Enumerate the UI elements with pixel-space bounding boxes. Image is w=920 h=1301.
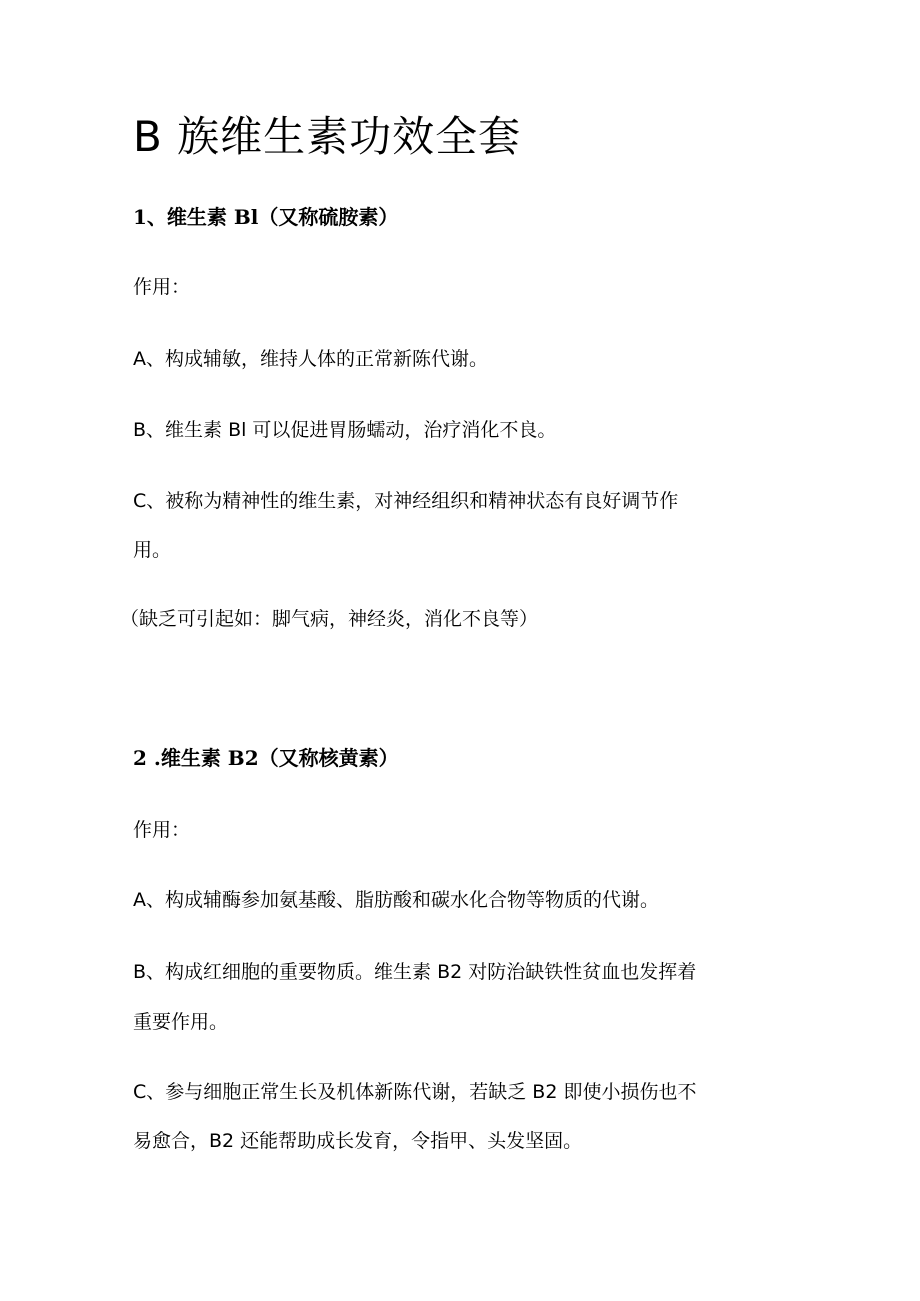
section-1-item-c-line-1: C、被称为精神性的维生素，对神经组织和精神状态有良好调节作 <box>133 490 679 512</box>
page-title: B 族维生素功效全套 <box>133 112 522 161</box>
section-1-item-c-line-2: 用。 <box>133 539 172 561</box>
section-2-item-c-line-2: 易愈合，B2 还能帮助成长发育，令指甲、头发坚固。 <box>133 1130 583 1152</box>
section-2-item-b-line-2: 重要作用。 <box>133 1011 229 1033</box>
section-2-item-b-line-1: B、构成红细胞的重要物质。维生素 B2 对防治缺铁性贫血也发挥着 <box>133 961 697 983</box>
section-1-label: 作用： <box>133 276 191 298</box>
section-2-heading: 2 .维生素 B2（又称核黄素） <box>133 746 399 770</box>
section-1-item-b: B、维生素 Bl 可以促进胃肠蠕动，治疗消化不良。 <box>133 419 557 441</box>
section-1-item-a: A、构成辅敏，维持人体的正常新陈代谢。 <box>133 348 488 370</box>
section-2-item-c-line-1: C、参与细胞正常生长及机体新陈代谢，若缺乏 B2 即使小损伤也不 <box>133 1081 697 1103</box>
section-2-item-a: A、构成辅酶参加氨基酸、脂肪酸和碳水化合物等物质的代谢。 <box>133 889 659 911</box>
section-2-label: 作用： <box>133 819 191 841</box>
section-1-note: （缺乏可引起如：脚气病，神经炎，消化不良等） <box>120 608 539 630</box>
section-1-heading: 1、维生素 Bl（又称硫胺素） <box>133 205 399 229</box>
